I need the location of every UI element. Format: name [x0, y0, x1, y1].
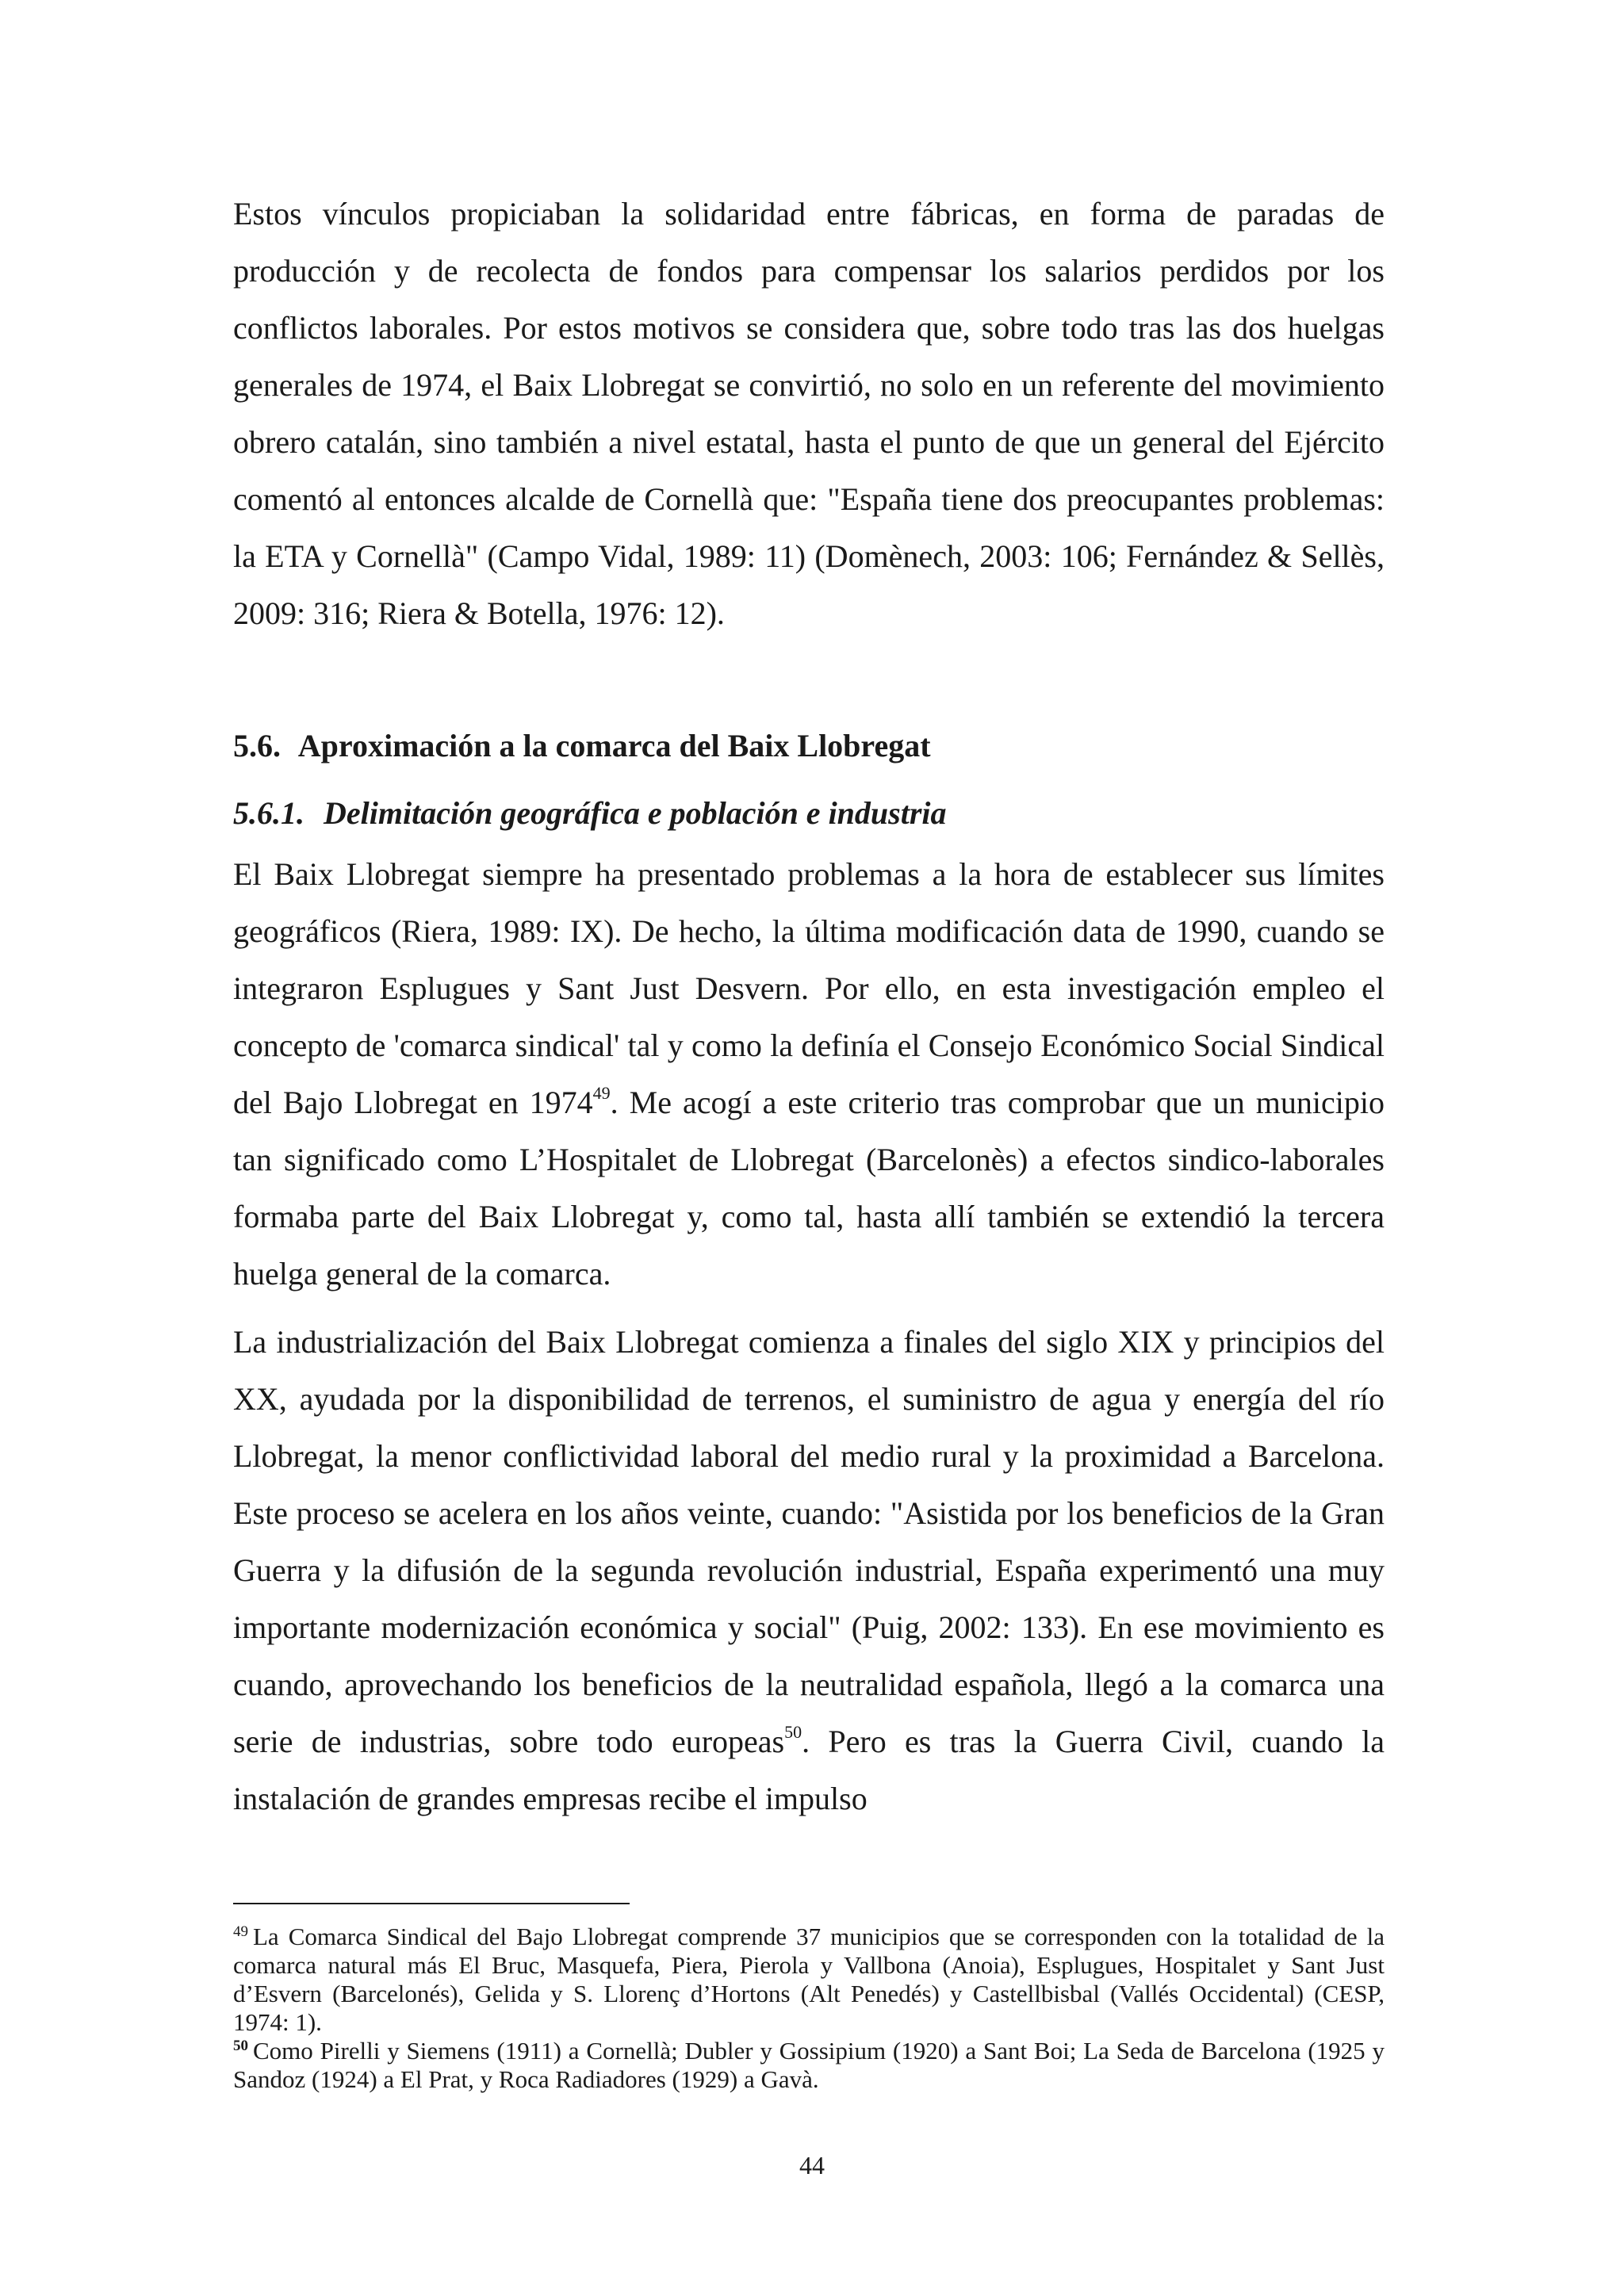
- footnote-ref-50[interactable]: 50: [784, 1721, 802, 1742]
- footnote-49-text: La Comarca Sindical del Bajo Llobregat comprende 37 municipios que se corresponden con la totalidad de la comarca natural más El Bruc, Masquefa, Piera, Pierola y Vallbona (Anoia), Esplugues, Hospitalet y Sant Just d’Esvern (Barcelonés), Gelida y S. Llorenç d’Hortons (Alt Penedés) y Castellbisbal (Vallés Occidental) (CESP, 1974: 1).: [233, 1923, 1385, 2036]
- subsection-number: 5.6.1.: [233, 795, 304, 831]
- body-paragraph-2: [233, 846, 1385, 1303]
- body-paragraph-3: [233, 1314, 1385, 1827]
- footnote-50: [233, 2037, 1385, 2094]
- section-heading: [233, 718, 931, 775]
- footnote-50-text: Como Pirelli y Siemens (1911) a Cornellà; Dubler y Gossipium (1920) a Sant Boi; La Seda de Barcelona (1925 y Sandoz (1924) a El Prat, y Roca Radiadores (1929) a Gavà.: [233, 2037, 1385, 2093]
- body-paragraph-1: Estos vínculos propiciaban la solidaridad entre fábricas, en forma de paradas de producción y de recolecta de fondos para compensar los salarios perdidos por los conflictos laborales. Por estos motivos se considera que, sobre todo tras las dos huelgas generales de 1974, el Baix Llobregat se convirtió, no solo en un referente del movimiento obrero catalán, sino también a nivel estatal, hasta el punto de que un general del Ejército comentó al entonces alcalde de Cornellà que: "España tiene dos preocupantes problemas: la ETA y Cornellà" (Campo Vidal, 1989: 11) (Domènech, 2003: 106; Fernández & Sellès, 2009: 316; Riera & Botella, 1976: 12).: [233, 196, 1385, 631]
- paragraph-2-text-b: . Me acogí a este criterio tras comprobar que un municipio tan significado como L’Hospitalet de Llobregat (Barcelonès) a efectos sindico-laborales formaba parte del Baix Llobregat y, como tal, hasta allí también se extendió la tercera huelga general de la comarca.: [233, 1085, 1385, 1292]
- subsection-title: Delimitación geográfica e población e industria: [324, 795, 947, 831]
- subsection-heading: [233, 785, 947, 842]
- footnote-ref-49[interactable]: 49: [592, 1082, 611, 1103]
- paragraph-3-text-b: . Pero es tras la Guerra Civil, cuando la instalación de grandes empresas recibe el impulso: [233, 1724, 1385, 1816]
- paragraph-2-text-a: El Baix Llobregat siempre ha presentado problemas a la hora de establecer sus límites geográficos (Riera, 1989: IX). De hecho, la última modificación data de 1990, cuando se integraron Esplugues y Sant Just Desvern. Por ello, en esta investigación empleo el concepto de 'comarca sindical' tal y como la definía el Consejo Económico Social Sindical del Bajo Llobregat en 1974: [233, 856, 1385, 1120]
- section-number: 5.6.: [233, 728, 281, 763]
- footnote-50-mark: 50: [233, 2037, 248, 2054]
- section-title: Aproximación a la comarca del Baix Llobregat: [297, 728, 931, 763]
- footnote-49-mark: 49: [233, 1923, 248, 1940]
- paragraph-3-text-a: La industrialización del Baix Llobregat comienza a finales del siglo XIX y principios del XX, ayudada por la disponibilidad de terrenos, el suministro de agua y energía del río Llobregat, la menor conflictividad laboral del medio rural y la proximidad a Barcelona. Este proceso se acelera en los años veinte, cuando: "Asistida por los beneficios de la Gran Guerra y la difusión de la segunda revolución industrial, España experimentó una muy importante modernización económica y social" (Puig, 2002: 133). En ese movimiento es cuando, aprovechando los beneficios de la neutralidad española, llegó a la comarca una serie de industrias, sobre todo europeas: [233, 1324, 1385, 1759]
- footnote-separator: [233, 1903, 630, 1904]
- footnote-49: [233, 1923, 1385, 2037]
- page-number: 44: [799, 2151, 825, 2179]
